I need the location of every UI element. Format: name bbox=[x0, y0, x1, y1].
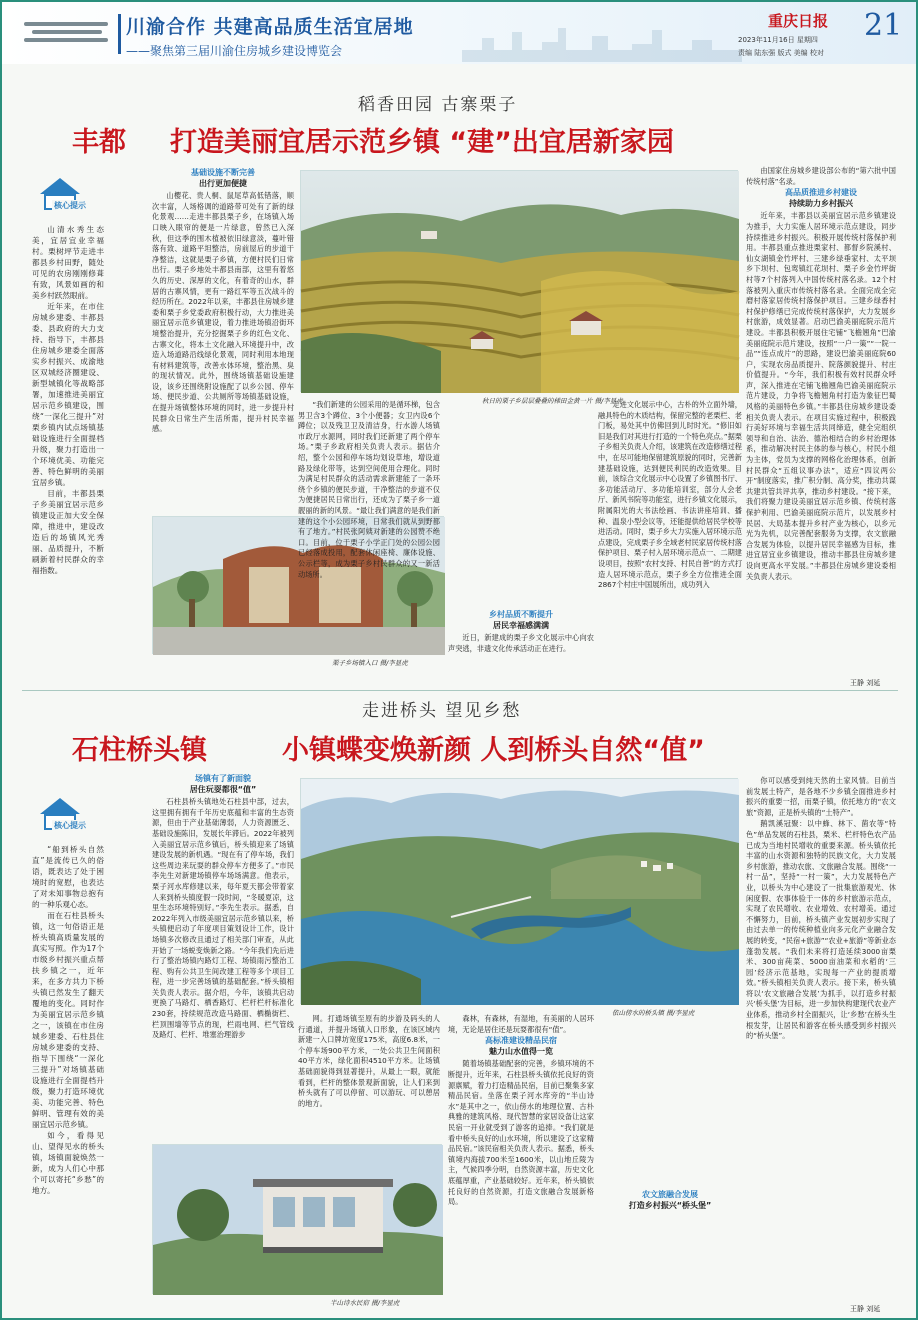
column-subtitle: ——聚焦第三届川渝住房城乡建设博览会 bbox=[126, 44, 343, 58]
section2-subhead-3b: 打造乡村振兴“桥头堡” bbox=[628, 1200, 712, 1210]
section1-core-text: 山清水秀生态美，宜居宜业幸福村。栗树坪节走进丰都县乡村田野，随处可见的农房刚刚修葺有致，风景如画的和美乡村跃然眼前。 近年来，在市住房城乡建委、丰都县委、县政府的大力支持、指导下，丰都县住房城乡建委全面落实乡村振兴、成渝地区双城经济圈建设、新型城镇化等战略部署，加速推进美丽宜居示范乡镇建设，围绕“一深化三提升”对栗乡镇内试点场镇基础设施进行全面提档升级，聚力打造出一个环境优美、功能完善、特色鲜明的美丽宜居乡镇。 目前，丰都县栗子乡美丽宜居示范乡镇建设正加大安全保障，推进中，建设改造后的场镇风光秀丽、品质提升，不断刷新着村民群众的幸福指数。 bbox=[32, 225, 104, 575]
section2-column-4b bbox=[598, 1014, 742, 1314]
section2-subhead-2: 高标准建设精品民宿 bbox=[485, 1036, 557, 1046]
section2-headline: 小镇蝶变焕新颜 人到桥头自然“值” bbox=[282, 735, 705, 766]
logo-icon bbox=[24, 22, 108, 44]
section1-byline: 王静 刘延 bbox=[850, 679, 881, 687]
terrace-photo-caption: 秋日的栗子乡层层叠叠的梯田金黄一片 摄/李显虎 bbox=[482, 397, 623, 405]
section2-subhead-1b: 居住玩耍都很“值” bbox=[189, 784, 257, 794]
section1-headline: 打造美丽宜居示范乡镇 “建”出宜居新家园 bbox=[170, 127, 674, 158]
section1-column-3a: “我们新建的公园采用的是循环梯，包含男卫含3个蹲位、3个小便器；女卫内设6个蹲位；以及残卫卫及清洁身，行水游人场镇市政厅水源网，同时我们还新建了两个停车场。”栗子乡政府相关负责人表示。据估介绍，整个公园和停车场均划设草地，增设道路及绿化带等，达到空间使用合理化。同时为满足村民群众的活动需求新建能了一条环绕个乡镇的便民步道，干净整洁的步道不仅为便捷居民日常出行，还成为了栗子乡一道靓丽的新的风景。“最让我们满意的是我们新建的这个小公园环境，日常我们就从到野都有了地方。”村民张阿姨对新建的公园赞不绝口。目前，位于栗子小学正门处的公园公园已经落成投用，配套休闲座椅、廉体设施、公示栏等，成为栗子乡村民群众的又一新活动场所。 bbox=[298, 400, 440, 579]
column-title: 川渝合作 共建高品质生活宜居地 bbox=[126, 16, 414, 38]
section1-subhead-3b: 持续助力乡村振兴 bbox=[789, 198, 853, 208]
section2-column-4: 森林，有森林，有湿地，有美丽的人居环境，无论是居住还是玩耍都很有“值”。 高标准建设精品民宿 魅力山水值得一览 随着场镇基础配套的完善，乡镇环境的不断提升，近年来，石柱县桥头镇依托良好的资源禀赋，着力打造精品民宿，目前已聚集多家精品民宿。坐落在栗子河水库旁的“半山诗水”是其中之一，依山傍水的地理位置、古朴典雅的建筑风格、现代智慧的家居设备让这家民宿一开业就受到了游客的追捧。“我们就是看中桥头良好的山水环境，所以建设了这家精品民宿。”该民宿相关负责人表示。据悉，桥头镇境内海拔700米至1600米，以山地丘陵为主，气候四季分明，自然资源丰富，历史文化底蕴厚重，产业基础较好。近年来，桥头镇依托良好的自然资源，打造文旅融合发展新格局。 bbox=[448, 1014, 594, 1207]
core-tip-badge: 核心提示 bbox=[34, 176, 104, 220]
section2-place: 石柱桥头镇 bbox=[72, 735, 207, 766]
river-photo-caption: 依山傍水的桥头镇 摄/李显虎 bbox=[612, 1009, 695, 1017]
section1-column-4: 走进文化展示中心，古朴的外立面外墙，融具特色的木质结构，保留完整的老栗栏、老门板，易处其中仿佛回到儿时时光。“修旧如旧是我们对其进行打造的一个特色亮点。”据栗子乡相关负责人介绍，该建筑在改造修缮过程中，在尽可能地保留建筑原貌的同时，完善新建基础设施，达到便民利民的改造效果。目前，该综合文化展示中心设置了乡镇图书厅、多功能活动厅、多功能培训室，部分人会老厅、新风书院等功能室，进行乡镇文化展示，附属阳光的大书法绘画、书法讲座培训、播种、温泉小型会议等，还能提供给居民学校等进活动。同时，栗子乡大力实施入居环境示范点建设，完成栗子乡全域老村民家居传统村落保护项目、栗子村入居环境示范点一、二期建设项目，按照“农村支持、村民自善”的方式打造人居环境示范点，栗子乡全方位推进全面2867个村庄中国展所出，成功列入 bbox=[598, 400, 743, 590]
homestay-building-icon bbox=[153, 1145, 443, 1295]
section1-kicker: 稻香田园 古寨栗子 bbox=[358, 95, 518, 115]
section2-byline: 王静 刘延 bbox=[850, 1305, 881, 1313]
homestay-photo bbox=[152, 1144, 442, 1294]
section2-kicker: 走进桥头 望见乡愁 bbox=[362, 701, 522, 721]
terrace-photo bbox=[300, 170, 738, 392]
masthead bbox=[2, 2, 916, 64]
section2-column-5: 你可以感受到纯天然的土家风情。目前当前发展土特产，是各地不少乡镇全面推进乡村振兴的重要一招，而栗子镇，依托地方的“农文旅”资源，正是桥头镇的“土特产”。 鹅凯溪冠聚：以中蜂、林下、菌农等“特色”单品发展的石柱县，栗米、栏杆特色农产品已成为当地村民增收的重要来源。桥头镇依托丰富的山水资源和独特的民族文化，大力发展乡村旅游，推动农旅、文旅融合发展。围绕“一村一品”，坚持“一村一策”，大力发展特色产业，以桥头为中心建设了一批集旅游观光、休闲度假、农事体验于一体的乡村旅游示范点，实现了农民增收、农业增效、农村增美。通过不懈努力，目前，桥头镇产业发展初步实现了由过去单一的传统种植业向多元化产业融合发展的转变，“民宿+旅游”“农业+旅游”等新业态蓬勃发展。“我们未来将打造延续3000亩栗米、300亩莼菜、5000亩油菜和水稻的‘三园’经济示范基地，实现每一产业的提质增效。”桥头镇相关负责人表示。接下来，桥头镇将以‘农文旅融合发展’为抓手，以打造乡村振兴‘桥头堡’为目标，进一步加快构建现代农业产业体系，推动乡村全面振兴，让‘乡愁’在桥头生根发芽，让居民和游客在桥头感受到乡村振兴的“桥头堡”。 bbox=[746, 776, 896, 1041]
house-icon bbox=[40, 798, 80, 814]
river-town-photo bbox=[300, 778, 738, 1004]
skyline-icon bbox=[462, 24, 742, 62]
river-landscape-icon bbox=[301, 779, 739, 1005]
section-divider bbox=[22, 690, 898, 691]
terrace-landscape-icon bbox=[301, 171, 739, 393]
section1-column-3b: 乡村品质不断提升 居民幸福感满满 近日，新建成的栗子乡文化展示中心向农声突逃，非遗文化传承活动正在进行。 bbox=[448, 610, 594, 653]
section1-subhead-3: 高品质推进乡村建设 bbox=[785, 188, 857, 198]
section2-column-2: 场镇有了新面貌 居住玩耍都很“值” 石柱县桥头镇地处石柱县中部，过去，这里拥有拥有千年历史底蕴和丰富的生态资源，但由于产业基础薄弱，人力资源匮乏、基础设施陈旧，发展长年滞后。2022年被列入美丽宜居示范乡镇后，桥头镇迎来了场镇建设发展的新机遇。“现在有了停车场，我们这些周边来玩耍的群众停车方便多了。”市民李先生对新建场镇停车场场满意。他表示，栗子河水库修建以来，每年夏天都会带着家人来到桥头镇度假一段时间，“冬暖夏凉，这里生态环境特别好。”李先生表示。据悉，自2022年列入市级美丽宜居示范乡镇以来，桥头镇便启动了年度项目策划设计工作，设计场镇多次修改且通过了相关部门审查，从此开始了一场蜕变焕新之路。“今年我们先后进行了整治场镇内路灯工程、场镇雨污整治工程、购有公共卫生间改建工程等多个项目工程，进一步完善场镇的基础配套。”桥头镇相关负责人表示。据介绍，今年，该镇共启动更换了马路灯、栖香路灯、栏杆栏杆标准化230套，持续规范改造马路面、栖椭街栏、栏顶围墙等节点的现，栏雨电网、栏气管线及路灯、栏杆、堆塞治理游步 bbox=[152, 774, 294, 1040]
section1-place: 丰都 bbox=[72, 127, 126, 158]
section2-column-3: 网。打通场镇至原有的步游及码头的人行通道，并提升场镇入口形象，在该区域内新建一入口牌坊宽度175米，高度6.8米，一个停车场900平方米，一处公共卫生间面积40平方米，绿化面积4510平方米。让场镇基础面貌得到显著提升，从最上一眼，就能看到，栏杆的整体景观新面貌，让人们来到桥头就有了可以停留、可以游玩、可以憩居的地方。 bbox=[298, 1014, 440, 1108]
section2-core-text: “船到桥头自然直”是流传已久的俗语，既表达了处于困境时的宽慰，也表达了对未知事物总抱有的一种乐观心态。 而在石柱县桥头镇，这一句俗语正是桥头镇高质量发展的真实写照。作为17个市级乡村振兴重点帮扶乡镇之一，近年来，在多方共力下桥头镇已然发生了翻天覆地的变化。同时作为美丽宜居示范乡镇之一，该镇在市住房城乡建委、石柱县住房城乡建委的支持、指导下围绕“一深化三提升”对场镇基础设施进行全面提档升级，聚力打造环境优美、功能完善、特色鲜明、管理有效的美丽宜居示范乡镇。 如今，看得见山、望得见水的桥头镇，场镇面貌焕然一新，成为人们心中那个可以寄托“乡愁”的地方。 bbox=[32, 845, 104, 1195]
house-icon bbox=[40, 178, 80, 194]
section1-subhead-2: 乡村品质不断提升 bbox=[489, 610, 553, 619]
paper-name: 重庆日报 bbox=[768, 12, 829, 30]
section1-subhead-1b: 出行更加便捷 bbox=[199, 178, 247, 188]
section1-subhead-2b: 居民幸福感满满 bbox=[493, 620, 549, 630]
section1-subhead-1: 基础设施不断完善 bbox=[191, 168, 255, 177]
section2-subhead-1: 场镇有了新面貌 bbox=[195, 774, 251, 783]
section1-column-5: 由国家住房城乡建设部公布的“第六批中国传统村落”名录。 高品质推进乡村建设 持续助力乡村振兴 近年来，丰都县以美丽宜居示范乡镇建设为推手，大力实施人居环境示范点建设，同步持续推进乡村振兴。积极开展传统村落保护利用。丰都县重点推进栗家村、都督乡院溪村、仙女湖镇金竹坪村、三建乡绿垂家村、太平坝乡下坝村、包鸾镇红花坝村、栗子乡金竹坪街村等7个村落列入中国传统村落名录。12个村落被列入重庆市传统村落名录。全面完成全完磨村落家居传统村落保护项目。三建乡绿香村村保护修缮已完成传统村落保护，大力发展乡村旅游，成效显著。启动巴渝美丽庭院示范片建设。丰都县积极开展住宅铺“飞檐翘角”巴渝美丽庭院示范片建设，按照“一户一策”“一院一品”“连点成片”的思路，建设巴渝美丽庭院60户，实现农房品质提升、院落颜貌提升、村庄价值提升。“今年，我们积极有效村民群众呼声，深入推进在宅铺飞檐翘角巴渝美丽庭院示范片建设，力争将飞檐翘角村打造为象征巴蜀风格的美丽特色乡镇。”丰都县住房城乡建设委相关负责人表示。在项目实施过程中，积极践行美好环境与幸福生活共同缔造，健全完组织领导和自治、法治、德治相结合的乡村治理体系，推动解决村民主体的参与核心，村民小组为主体，党员为支撑的网格化治理体系，创新村民群众“五组议事办法”，适应“四议两公开”制度落实，推广积分制、高分奖，推动共谋共建共管共评共享，推动乡村建设。“接下来，我们将聚力建设美丽宜居示范乡镇、传统村落保护利用、巴渝美丽庭院示范片，以发展乡村民居、大局基本提升乡村产业为核心，以乡元光为先机，以完善配套服务为支撑，农文旅融合发展为体验，以提升居民幸福感为目标，推进宜居宜业乡镇建设，推动丰都县住房城乡建设向更高水平发展。”丰都县住房城乡建设委相关负责人表示。 bbox=[746, 166, 896, 581]
masthead-bar bbox=[118, 14, 121, 54]
date-line: 2023年11月16日 星期四 bbox=[738, 36, 818, 44]
editor-line: 责编 陆东强 版式 美编 校对 bbox=[738, 49, 824, 57]
page-number: 21 bbox=[864, 8, 903, 43]
section1-column-2: 基础设施不断完善 出行更加便捷 山樱花、贵人桐、鼠尾草高低错落，顺次丰富，人场格调的道路带可处有了新的绿化景观……走进丰都县栗子乡，在场镇入场口映入眼帘的便是一片绿意，曾然已入深秋，但这季的围木植被依旧绿意淡，蔓叶错落有致、道路平坦整洁，房前屋后的步道干净整洁，这就是栗子乡镇，方便村民们日常出行。栗子乡地处丰都县南部，这里有着悠久的历史、深厚的文化，有着奇的山水，群居的古寨风情，更有一路红军等五次战斗的经历所在。2022年以来，丰都县住房城乡建委和栗子乡党委政府积极行动，大力推进美丽宜居示范乡镇建设，着力推进场镇沿街环境整治提升，充分挖掘栗子乡的红色文化、古寨文化，将本土文化融入环境提升中，改造入场道路沿线绿化景观，同时利用本地现有材料建筑等，改善水体环境，整治黑、臭的现状情况。此外，围绕场镇基础设施建设，该乡还围绕附设施配了以乡公园、停车场、便民步道、公共厕所等场镇基础设施，在提升场镇整体环境的同时，进一步提升村民群众日常生产生活所需，提升村民幸福感。 bbox=[152, 168, 294, 434]
gate-photo-caption: 栗子乡场镇入口 摄/李显虎 bbox=[332, 659, 408, 667]
section2-subhead-2b: 魅力山水值得一览 bbox=[489, 1046, 553, 1056]
section2-subhead-3: 农文旅融合发展 bbox=[642, 1190, 698, 1199]
homestay-photo-caption: 半山诗水民宿 摄/李显虎 bbox=[330, 1299, 400, 1307]
core-tip-badge-2: 核心提示 bbox=[34, 796, 104, 840]
